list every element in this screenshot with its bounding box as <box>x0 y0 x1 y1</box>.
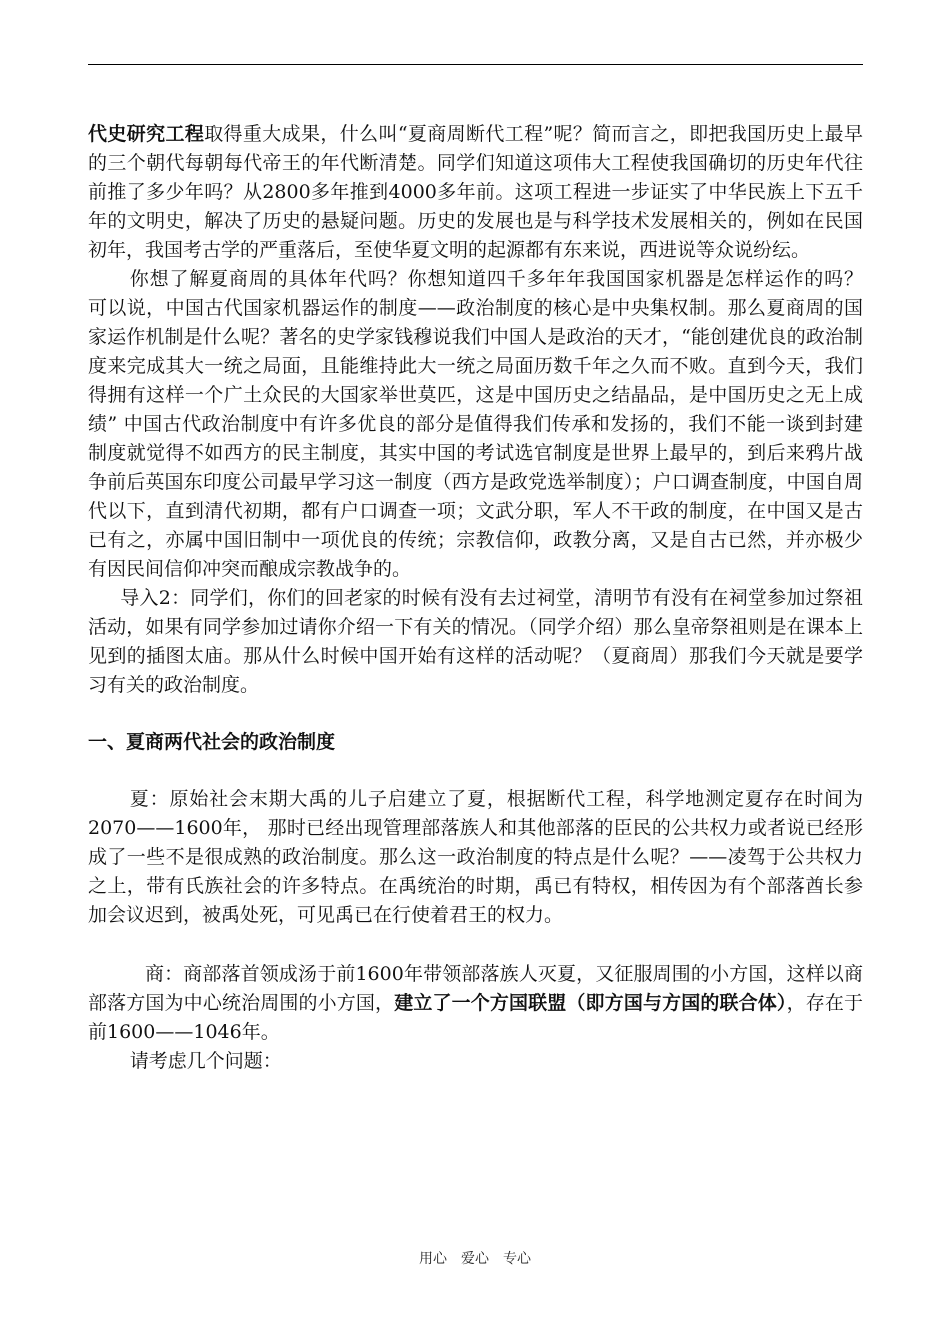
document-body <box>88 120 902 1076</box>
paragraph-1 <box>88 120 863 265</box>
paragraph-2: 你想了解夏商周的具体年代吗？你想知道四千多年年我国国家机器是怎样运作的吗？ 可以说，中国古代国家机器运作的制度——政治制度的核心是中央集权制。那么夏商周的国家运作机制是什么呢？著名的史学家钱穆说我们中国人是政治的天才，“能创建优良的政治制度来完成其大一统之局面，且能维持此大一统之局面历数千年之久而不败。直到今天，我们得拥有这样一个广土众民的大国家举世莫匹，这是中国历史之结晶品，是中国历史之无上成绩” 中国古代政治制度中有许多优良的部分是值得我们传承和发扬的，我们不能一谈到封建制度就觉得不如西方的民主制度，其实中国的考试选官制度是世界上最早的，到后来鸦片战争前后英国东印度公司最早学习这一制度（西方是政党选举制度）；户口调查制度，中国自周代以下，直到清代初期，都有户口调查一项；文武分职，军人不干政的制度，在中国又是古已有之，亦属中国旧制中一项优良的传统；宗教信仰，政教分离，又是自古已然，并亦极少有因民间信仰冲突而酿成宗教战争的。 <box>88 268 902 580</box>
paragraph-5-text-b: ，存在于前1600——1046年。 <box>88 992 863 1043</box>
page-footer: 用心 爱心 专心 <box>419 1251 531 1267</box>
paragraph-4: 夏：原始社会末期大禹的儿子启建立了夏，根据断代工程，科学地测定夏存在时间为2070——1600年， 那时已经出现管理部落族人和其他部落的臣民的公共权力或者说已经形成了一些不是很成熟的政治制度。那么这一政治制度的特点是什么呢？——凌驾于公共权力之上，带有氏族社会的许多特点。在禹统治的时期，禹已有特权，相传因为有个部落酋长参加会议迟到，被禹处死，可见禹已在行使着君王的权力。 <box>88 788 863 926</box>
section-heading: 一、夏商两代社会的政治制度 <box>88 731 336 753</box>
paragraph-6: 请考虑几个问题： <box>129 1050 282 1072</box>
paragraph-5 <box>88 960 863 1047</box>
header-rule <box>88 64 863 65</box>
paragraph-5-text-a: 商：商部落首领成汤于前1600年带领部落族人灭夏，又征服周围的小方国，这样以商部落方国为中心统治周围的小方国， <box>88 963 863 1014</box>
bold-phrase: 代史研究工程 <box>88 123 205 145</box>
paragraph-3: 导入2：同学们，你们的回老家的时候有没有去过祠堂，清明节有没有在祠堂参加过祭祖活动，如果有同学参加过请你介绍一下有关的情况。（同学介绍）那么皇帝祭祖则是在课本上见到的插图太庙。那从什么时候中国开始有这样的活动呢？（夏商周）那我们今天就是要学习有关的政治制度。 <box>88 587 863 696</box>
paragraph-1-text: 取得重大成果，什么叫“夏商周断代工程”呢？简而言之，即把我国历史上最早的三个朝代每朝每代帝王的年代断清楚。同学们知道这项伟大工程使我国确切的历史年代往前推了多少年吗？从2800多年推到4000多年前。这项工程进一步证实了中华民族上下五千年的文明史，解决了历史的悬疑问题。历史的发展也是与科学技术发展相关的，例如在民国初年，我国考古学的严重落后，至使华夏文明的起源都有东来说，西进说等众说纷纭。 <box>88 123 863 261</box>
paragraph-5-bold: 建立了一个方国联盟（即方国与方国的联合体） <box>394 992 787 1014</box>
